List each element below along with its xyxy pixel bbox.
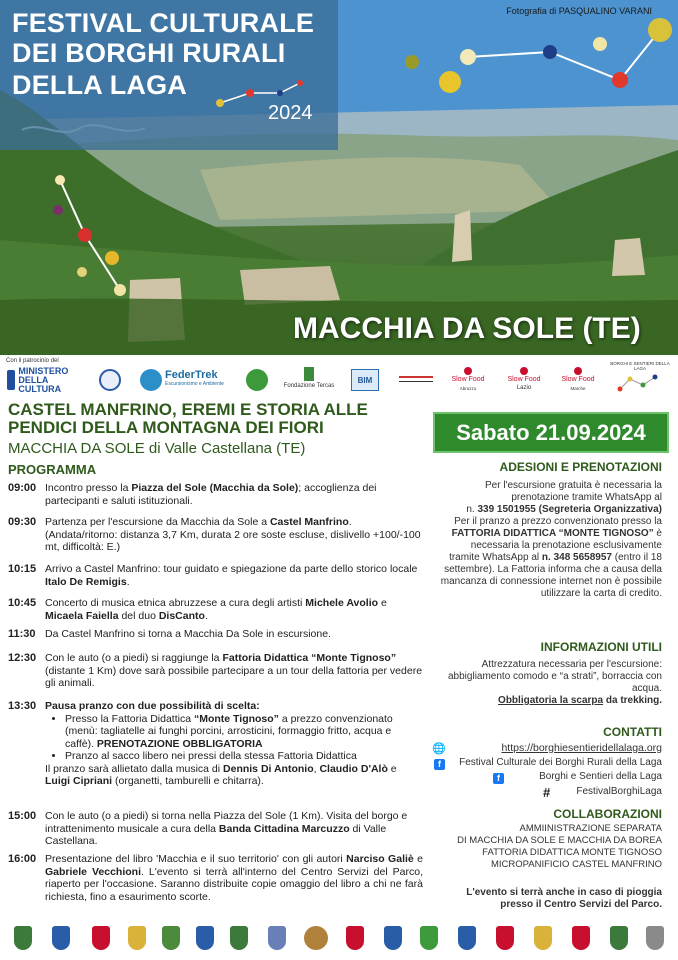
federtrek-name: FederTrek xyxy=(165,369,218,381)
collaborazioni-list xyxy=(440,823,662,871)
program-text: Incontro presso la xyxy=(45,482,132,494)
hashtag-icon: # xyxy=(543,785,551,800)
slowfood-marche-sub: Marche xyxy=(570,386,586,391)
festival-title-line-3: DELLA LAGA xyxy=(12,70,187,100)
program-text-bold: Michele Avolio xyxy=(305,597,379,609)
program-text: e xyxy=(387,762,397,775)
program-time: 13:30 xyxy=(8,700,37,712)
crest-icon xyxy=(230,926,248,950)
facebook-page-2[interactable]: Borghi e Sentieri della Laga xyxy=(539,771,662,782)
info-heading: INFORMAZIONI UTILI xyxy=(540,640,662,654)
adesioni-text-part: (entro il 18 settembre). La Fattoria informa che a causa della mancanza di connessione internet non è possibile utilizzare la carta di credito. xyxy=(440,552,662,599)
program-item-1500 xyxy=(8,810,423,848)
crest-icon xyxy=(646,926,664,950)
program-text: . xyxy=(204,609,208,622)
adesioni-text-part: n. xyxy=(466,504,478,515)
lunch-option-2: • Pranzo al sacco libero nei pressi della stessa Fattoria Didattica xyxy=(65,750,423,763)
facebook-icon: f xyxy=(434,759,445,770)
fattoria-name: FATTORIA DIDATTICA “MONTE TIGNOSO” xyxy=(451,528,654,539)
crest-icon xyxy=(458,926,476,950)
program-text: Con le auto (o a piedi) si raggiunge la xyxy=(45,652,223,664)
program-time: 12:30 xyxy=(8,652,37,664)
program-item-1130 xyxy=(8,628,423,641)
program-time: 10:45 xyxy=(8,597,37,609)
crest-icon xyxy=(420,926,438,950)
program-text-bold: Banda Cittadina Marcuzzo xyxy=(218,822,350,835)
programma-heading: PROGRAMMA xyxy=(8,462,97,477)
federtrek-logo xyxy=(140,368,226,392)
crest-icon xyxy=(610,926,628,950)
event-subtitle: MACCHIA DA SOLE di Valle Castellana (TE) xyxy=(8,440,306,457)
festival-title-line-2: DEI BORGHI RURALI xyxy=(12,38,286,68)
program-item-1330 xyxy=(8,700,423,788)
round-emblem-icon xyxy=(99,369,121,391)
program-text: Partenza per l'escursione da Macchia da Sole a xyxy=(45,516,270,528)
program-text: , xyxy=(313,762,320,775)
program-text-bold: DisCanto xyxy=(158,609,205,622)
facebook-icon: f xyxy=(493,773,504,784)
whatsapp-number-1: 339 1501955 (Segreteria Organizzativa) xyxy=(477,504,662,515)
fondazione-logo xyxy=(282,364,336,394)
program-text: del duo xyxy=(118,609,159,622)
rain-note-line: L'evento si terrà anche in caso di pioggia xyxy=(466,887,662,898)
program-time: 09:00 xyxy=(8,482,37,494)
program-text-bold: Fattoria Didattica “Monte Tignoso” xyxy=(222,652,397,664)
crest-icon xyxy=(534,926,552,950)
program-text: Con le auto (o a piedi) si torna nella Piazza del Sole (1 Km). Visita del borgo e intrattenimento musicale a cura della xyxy=(45,810,408,835)
lunch-option-1 xyxy=(65,713,423,751)
crest-icon xyxy=(496,926,514,950)
program-text: Arrivo a Castel Manfrino: tour guidato e spiegazione da parte dello storico locale xyxy=(45,563,418,575)
program-text: ; accoglienza dei partecipanti e saluti istituzionali. xyxy=(45,482,377,507)
ministero-text: MINISTERO DELLA CULTURA xyxy=(18,365,69,394)
program-text-bold: PRENOTAZIONE OBBLIGATORIA xyxy=(96,737,263,750)
program-text-bold: Claudio D'Alò xyxy=(319,762,388,775)
crest-icon xyxy=(346,926,364,950)
small-banner-logo xyxy=(398,374,434,384)
adesioni-text-part: Per il pranzo a prezzo convenzionato presso la xyxy=(454,516,662,527)
program-text: . (Andata/ritorno: distanza 3,7 Km, durata 2 ore soste escluse, dislivello +100/-100 mt, difficoltà: E.) xyxy=(45,516,421,553)
collaborazione-item: MICROPANIFICIO CASTEL MANFRINO xyxy=(490,859,662,870)
program-text: Presentazione del libro 'Macchia e il suo territorio' con gli autori xyxy=(45,853,347,865)
website-link[interactable]: https://borghiesentieridellalaga.org xyxy=(501,742,662,754)
event-title: CASTEL MANFRINO, EREMI E STORIA ALLE PENDICI DELLA MONTAGNA DEI FIORI xyxy=(8,400,368,437)
borghi-sentieri-name: BORGHI E SENTIERI DELLA LAGA xyxy=(610,361,670,371)
program-text: . L'evento si terrà all'interno del Centro Servizi del Parco, riaperto per l'occasione. Saranno distribuite copie omaggio del libro a chi ne farà richiesta, fino a esaurimento scorte. xyxy=(45,865,423,903)
program-text: Presso la Fattoria Didattica xyxy=(65,712,194,725)
program-text: (organetti, tamburelli e chitarra). xyxy=(112,775,264,787)
collaborazione-item: FATTORIA DIDATTICA MONTE TIGNOSO xyxy=(482,847,662,858)
slowfood-abruzzo-logo xyxy=(446,364,490,396)
festival-title-box xyxy=(0,0,338,150)
collaborazione-item: DI MACCHIA DA SOLE E MACCHIA DA BOREA xyxy=(457,835,662,846)
crest-icon xyxy=(268,926,286,950)
program-item-0930 xyxy=(8,516,423,554)
program-text-bold: Italo De Remigis xyxy=(45,575,127,588)
program-item-1600 xyxy=(8,853,423,903)
slowfood-lazio-sub: Lazio xyxy=(516,385,532,391)
program-time: 15:00 xyxy=(8,810,37,822)
crest-icon xyxy=(128,926,146,950)
crest-icon xyxy=(304,926,328,950)
crest-icon xyxy=(196,926,214,950)
program-text-bold: “Monte Tignoso” xyxy=(193,712,279,725)
crest-icon xyxy=(572,926,590,950)
program-item-1230 xyxy=(8,652,423,690)
program-text: e xyxy=(378,597,387,609)
slowfood-lazio-logo xyxy=(502,364,546,396)
info-text-part: da trekking. xyxy=(603,695,662,706)
program-text: Da Castel Manfrino si torna a Macchia Da Sole in escursione. xyxy=(45,628,331,640)
info-text xyxy=(440,659,662,707)
ministero-logo xyxy=(7,367,85,393)
program-text-bold: Micaela Faiella xyxy=(45,609,119,622)
place-name: MACCHIA DA SOLE (TE) xyxy=(293,312,641,345)
crest-icon xyxy=(384,926,402,950)
info-text-part: Attrezzatura necessaria per l'escursione: abbigliamento comodo e “a strati”, borraccia con acqua. xyxy=(448,659,662,694)
slowfood-abruzzo-name: Slow Food xyxy=(451,376,485,383)
fondazione-name: Fondazione Tercas xyxy=(283,383,335,389)
program-text-bold: Gabriele Vecchioni xyxy=(45,865,141,878)
crest-icon xyxy=(162,926,180,950)
crest-icon xyxy=(14,926,32,950)
collaborazioni-heading: COLLABORAZIONI xyxy=(553,807,662,821)
globe-icon: 🌐 xyxy=(432,743,446,755)
fondazione-icon xyxy=(304,367,314,381)
program-time: 10:15 xyxy=(8,563,37,575)
info-obbligatoria: Obbligatoria la scarpa xyxy=(498,695,604,706)
facebook-page-1[interactable]: Festival Culturale dei Borghi Rurali della Laga xyxy=(459,757,662,768)
crest-icon xyxy=(92,926,110,950)
green-circle-icon xyxy=(246,369,268,391)
photo-credit: Fotografia di PASQUALINO VARANI xyxy=(506,6,652,16)
slowfood-marche-logo xyxy=(556,364,600,396)
rain-note xyxy=(440,887,662,911)
program-text-bold: Pausa pranzo con due possibilità di scelta: xyxy=(45,700,260,712)
adesioni-text-part: è necessaria la prenotazione esclusivamente tramite WhatsApp al xyxy=(449,528,662,563)
program-item-1015 xyxy=(8,563,423,588)
program-text: e xyxy=(413,853,423,865)
program-text-bold: Dennis Di Antonio xyxy=(223,762,314,775)
festival-title-line-1: FESTIVAL CULTURALE xyxy=(12,8,315,38)
patronage-label: Con il patrocinio del xyxy=(6,358,59,364)
bim-text: BIM xyxy=(351,369,379,391)
borghi-constellation-icon xyxy=(615,371,665,395)
program-text: (distante 1 Km) dove sarà possibile partecipare a un tour della fattoria per vedere gli animali. xyxy=(45,664,423,689)
program-text: di Valle Castellana. xyxy=(45,822,387,847)
hashtag-text: FestivalBorghiLaga xyxy=(576,786,662,797)
crest-icon xyxy=(52,926,70,950)
program-text: Il pranzo sarà allietato dalla musica di xyxy=(45,762,224,775)
emblem-logo xyxy=(98,367,122,393)
adesioni-heading: ADESIONI E PRENOTAZIONI xyxy=(499,460,662,474)
federtrek-sub: Escursionismo e Ambiente xyxy=(165,381,224,387)
program-text-bold: Narciso Galiè xyxy=(346,853,414,865)
slowfood-marche-name: Slow Food xyxy=(561,376,595,383)
green-circle-logo xyxy=(244,368,270,392)
program-time: 11:30 xyxy=(8,628,36,640)
program-text-bold: Piazza del Sole (Macchia da Sole) xyxy=(131,482,299,494)
event-date: Sabato 21.09.2024 xyxy=(433,412,669,453)
program-time: 09:30 xyxy=(8,516,37,528)
ministero-emblem-icon xyxy=(7,370,15,390)
rain-note-line: presso il Centro Servizi del Parco. xyxy=(500,899,662,910)
banner-icon xyxy=(399,376,433,382)
program-time: 16:00 xyxy=(8,853,37,865)
contatti-heading: CONTATTI xyxy=(603,725,662,739)
hero-image xyxy=(0,0,678,355)
borghi-sentieri-logo xyxy=(610,358,670,398)
program-text: Concerto di musica etnica abruzzese a cura degli artisti xyxy=(45,597,306,609)
program-text-bold: Castel Manfrino xyxy=(269,516,349,528)
program-text: a prezzo convenzionato (menù: tagliatelle ai funghi porcini, arrosticini, formaggio fritto, acqua e caffè). xyxy=(65,712,393,750)
program-text-bold: Luigi Cipriani xyxy=(45,775,113,787)
whatsapp-number-2: n. 348 5658957 xyxy=(541,552,612,563)
festival-year: 2024 xyxy=(268,102,313,124)
snail-icon xyxy=(520,367,528,375)
federtrek-icon xyxy=(140,369,162,391)
snail-icon xyxy=(574,367,582,375)
adesioni-text xyxy=(440,480,662,600)
slowfood-lazio-name: Slow Food xyxy=(507,376,541,383)
program-text: . xyxy=(126,575,130,588)
adesioni-text-part: Per l'escursione gratuita è necessaria la prenotazione tramite WhatsApp al xyxy=(484,480,662,503)
program-item-1045 xyxy=(8,597,423,622)
program-item-0900 xyxy=(8,482,423,507)
slowfood-abruzzo-sub: Abruzzo xyxy=(459,386,477,391)
bim-logo xyxy=(350,368,380,392)
collaborazione-item: AMMIINISTRAZIONE SEPARATA xyxy=(519,823,662,834)
snail-icon xyxy=(464,367,472,375)
